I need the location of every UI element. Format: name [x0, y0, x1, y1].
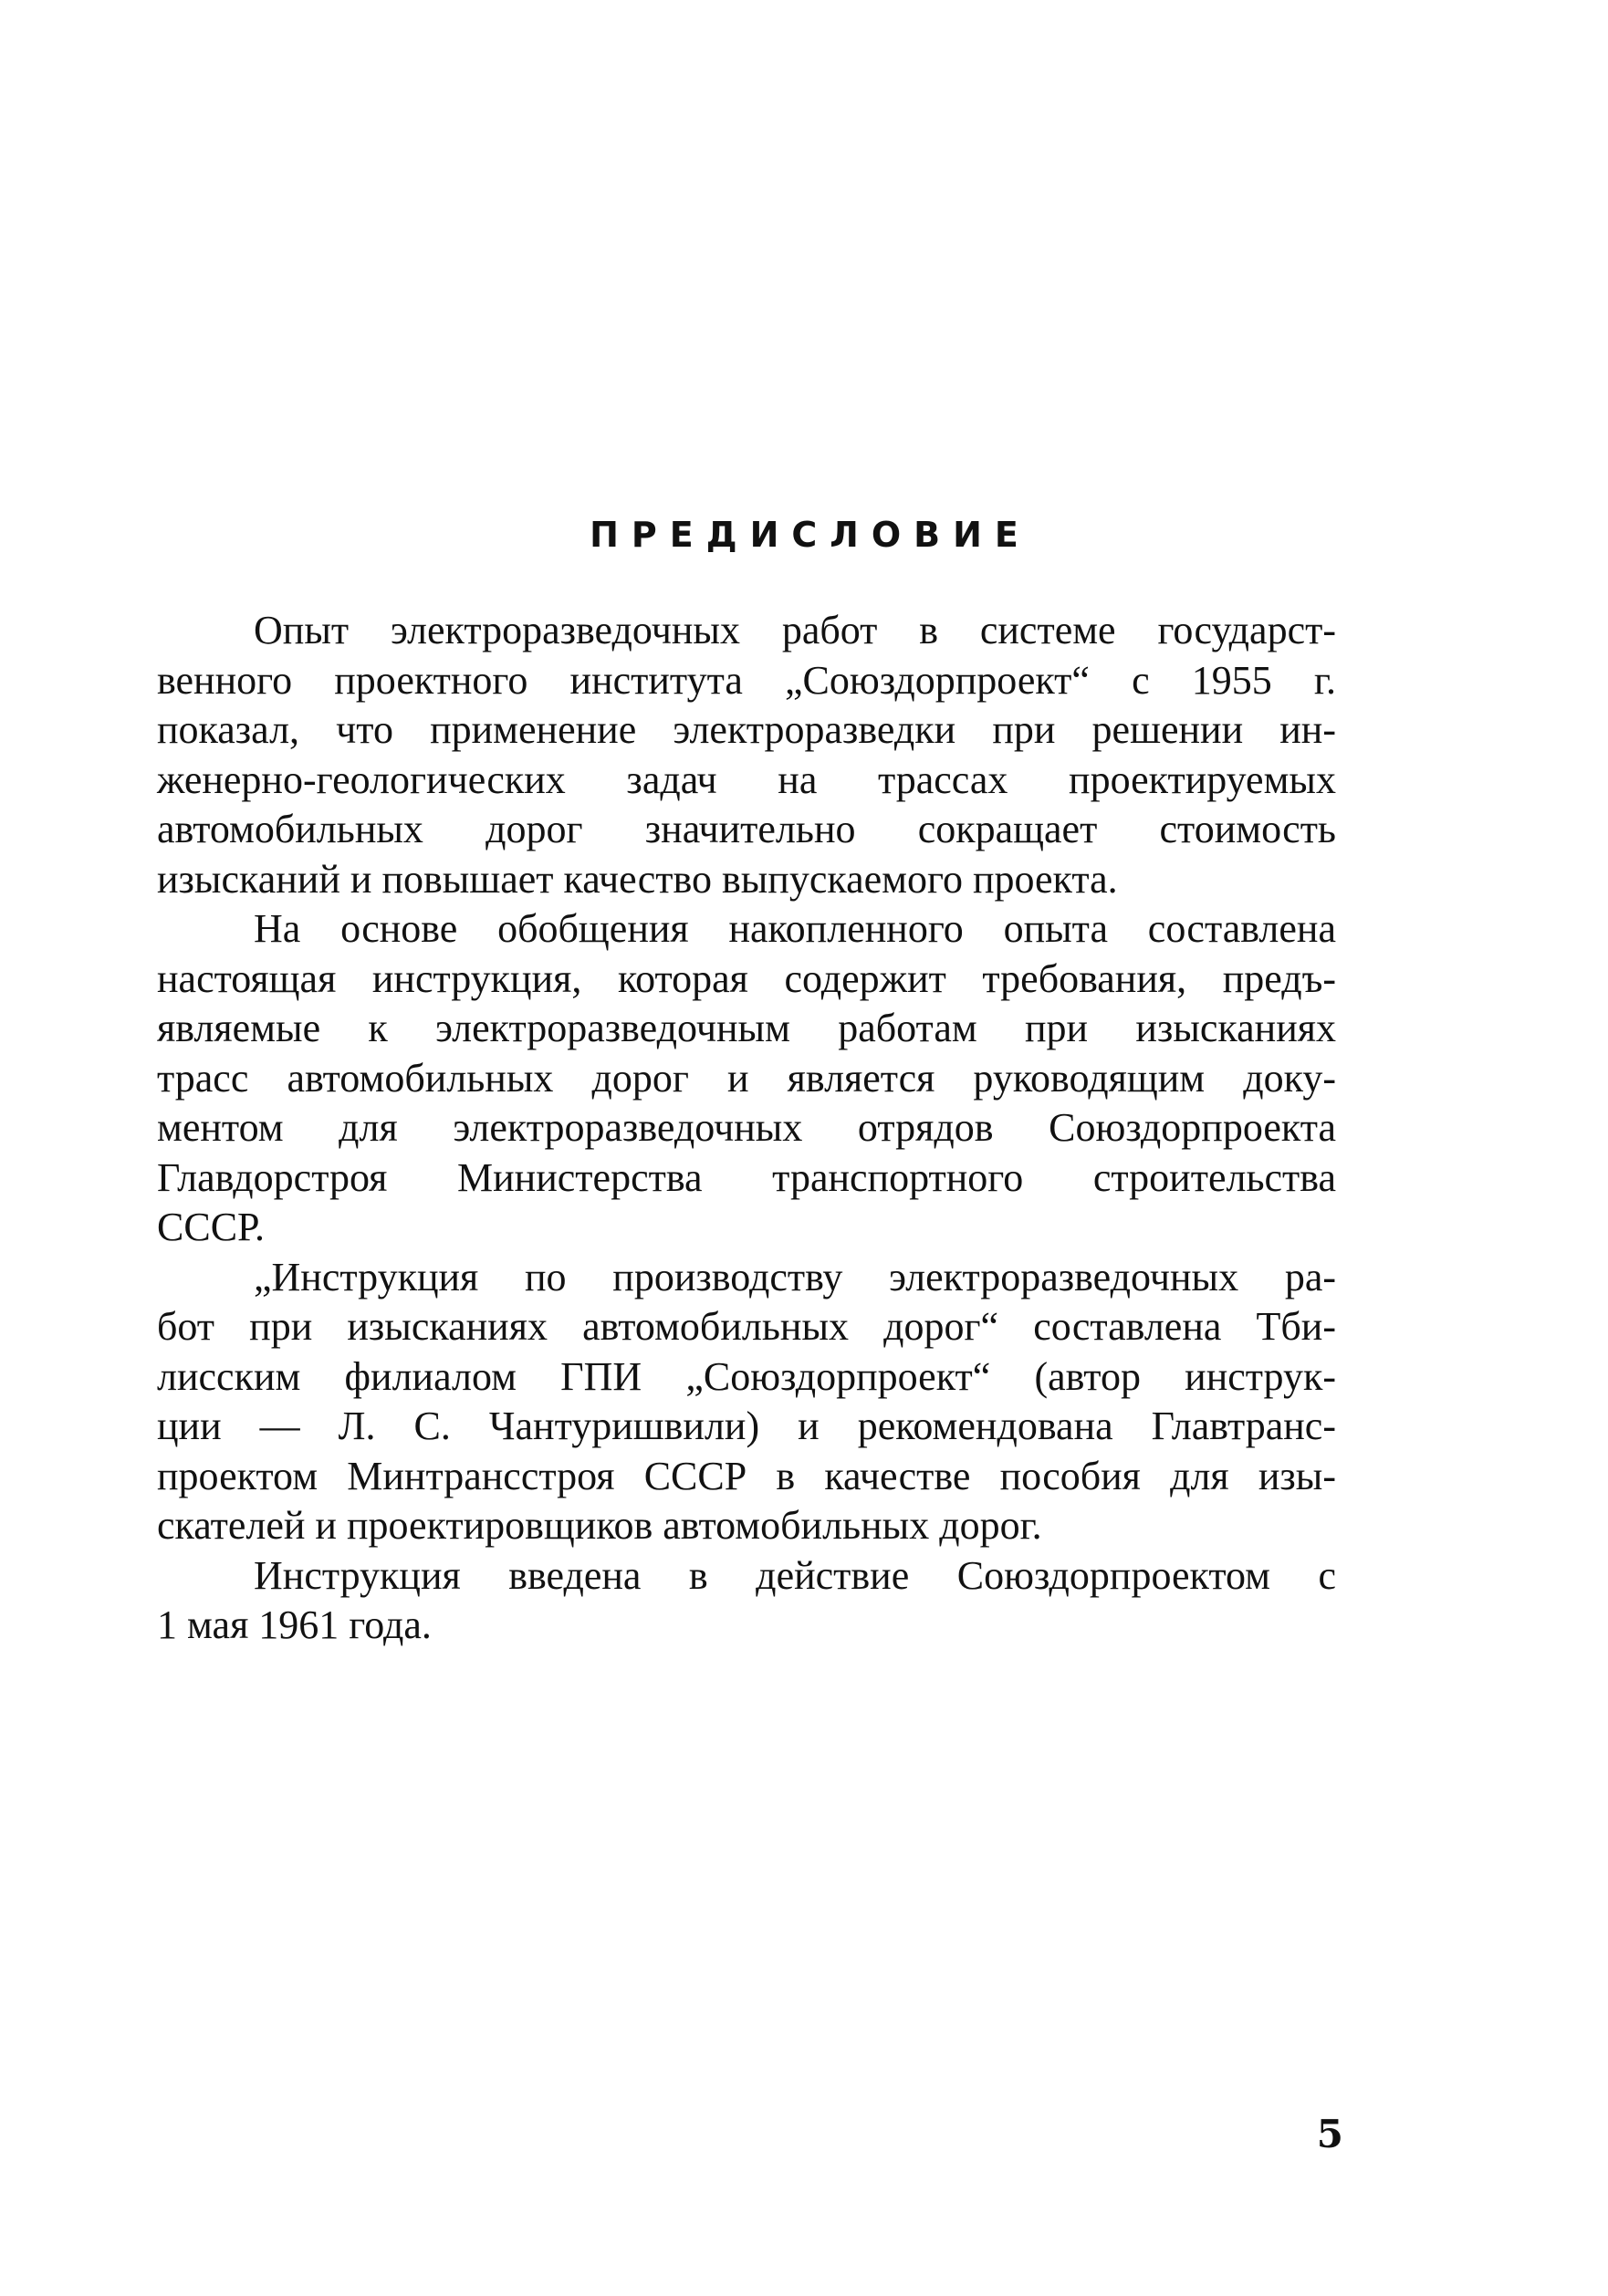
paragraph-2-line-2: настоящая инструкция, которая содержит требования, предъ-	[157, 955, 1336, 1001]
paragraph-1-line-1: Опыт электроразведочных работ в системе государст-	[254, 608, 1336, 652]
paragraph-2-line-7: СССР.	[157, 1205, 266, 1249]
paragraph-2-line-4: трасс автомобильных дорог и является руководящим доку-	[157, 1055, 1336, 1101]
paragraph-3-line-1: „Инструкция по производству электроразведочных ра-	[254, 1254, 1336, 1299]
paragraph-1-line-2: венного проектного института „Союздорпроект“ с 1955 г.	[157, 657, 1336, 703]
page-number: 5	[1316, 2112, 1343, 2156]
paragraph-1-line-3: показал, что применение электроразведки при решении ин-	[157, 707, 1336, 752]
paragraph-2-line-3: являемые к электроразведочным работам при изысканиях	[157, 1006, 1336, 1050]
paragraph-1-line-4: женерно-геологических задач на трассах проектируемых	[157, 757, 1336, 802]
paragraph-4-line-2: 1 мая 1961 года.	[157, 1602, 432, 1647]
paragraph-3-line-4: ции — Л. С. Чантуришвили) и рекомендована Главтранс-	[157, 1404, 1336, 1448]
paragraph-4-line-1: Инструкция введена в действие Союздорпроектом с	[254, 1552, 1336, 1598]
paragraph-1-line-6: изысканий и повышает качество выпускаемого проекта.	[157, 856, 1118, 902]
paragraph-3-line-6: скателей и проектировщиков автомобильных дорог.	[157, 1503, 1042, 1548]
page-heading: ПРЕДИСЛОВИЕ	[590, 515, 1031, 555]
paragraph-2-line-1: На основе обобщения накопленного опыта составлена	[254, 906, 1336, 951]
paragraph-1-line-5: автомобильных дорог значительно сокращает стоимость	[157, 807, 1336, 851]
paragraph-3-line-3: лисским филиалом ГПИ „Союздорпроект“ (автор инструк-	[157, 1353, 1336, 1399]
paragraph-2-line-6: Главдорстроя Министерства транспортного строительства	[157, 1154, 1336, 1200]
paragraph-2-line-5: ментом для электроразведочных отрядов Союздорпроекта	[157, 1105, 1336, 1150]
document-body	[157, 606, 1336, 1651]
paragraph-3-line-2: бот при изысканиях автомобильных дорог“ составлена Тби-	[157, 1304, 1336, 1349]
paragraph-3-line-5: проектом Минтрансстроя СССР в качестве пособия для изы-	[157, 1453, 1336, 1498]
